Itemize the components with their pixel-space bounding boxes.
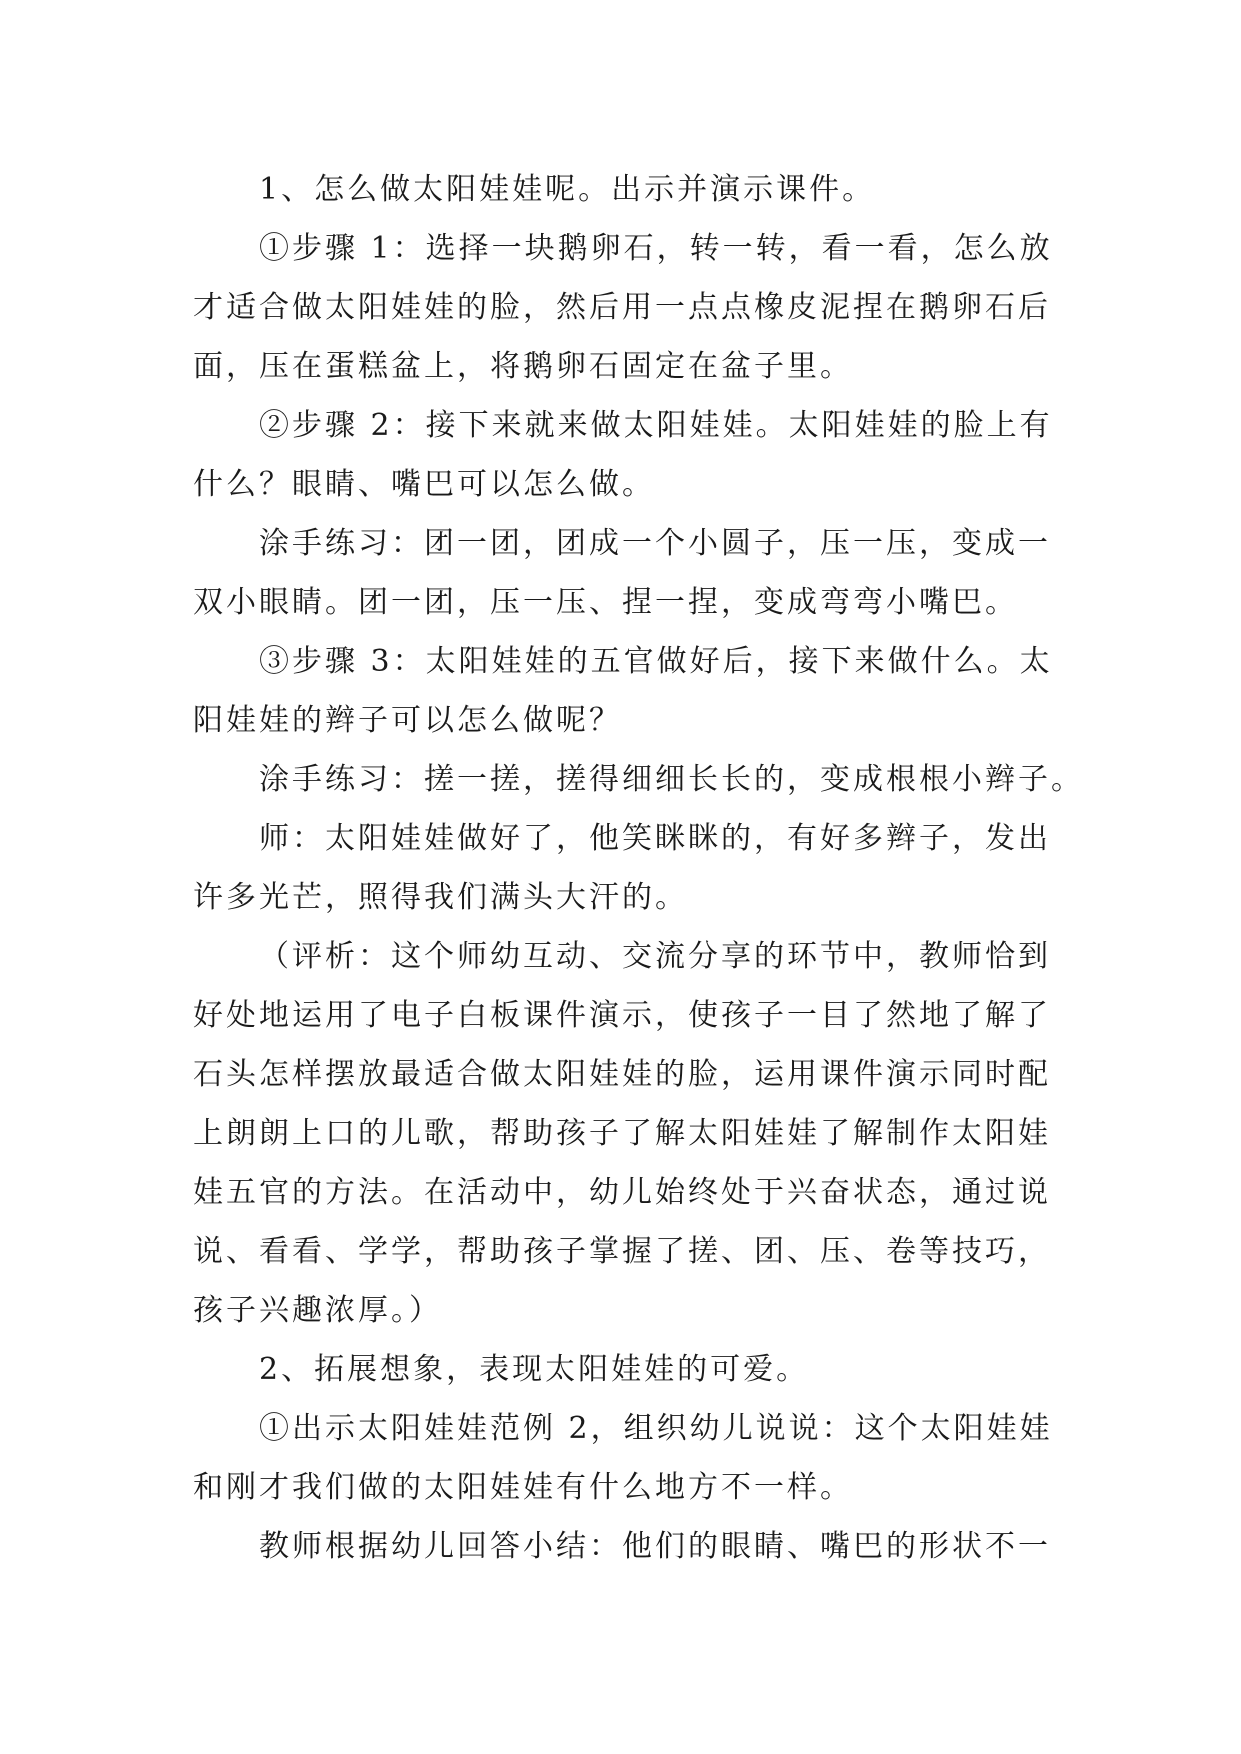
text-line: 2、拓展想象，表现太阳娃娃的可爱。 (259, 1352, 810, 1387)
text-line: 面，压在蛋糕盆上，将鹅卵石固定在盆子里。 (193, 349, 853, 384)
text-line: 涂手练习：团一团，团成一个小圆子，压一压，变成一 (259, 526, 1051, 561)
text-line: 师：太阳娃娃做好了，他笑眯眯的，有好多辫子，发出 (259, 821, 1051, 856)
text-line: 孩子兴趣浓厚。） (193, 1293, 442, 1328)
text-line: 涂手练习：搓一搓，搓得细细长长的，变成根根小辫子。 (259, 762, 1084, 797)
text-line: 才适合做太阳娃娃的脸，然后用一点点橡皮泥捏在鹅卵石后 (193, 290, 1051, 325)
text-line: ②步骤 2：接下来就来做太阳娃娃。太阳娃娃的脸上有 (259, 408, 1053, 443)
text-line: 好处地运用了电子白板课件演示，使孩子一目了然地了解了 (193, 998, 1051, 1033)
text-line: 双小眼睛。团一团，压一压、捏一捏，变成弯弯小嘴巴。 (193, 585, 1018, 620)
text-line: 教师根据幼儿回答小结：他们的眼睛、嘴巴的形状不一 (259, 1529, 1051, 1564)
text-line: ③步骤 3：太阳娃娃的五官做好后，接下来做什么。太 (259, 644, 1053, 679)
text-line: 上朗朗上口的儿歌，帮助孩子了解太阳娃娃了解制作太阳娃 (193, 1116, 1051, 1151)
text-line: 阳娃娃的辫子可以怎么做呢？ (193, 703, 622, 738)
text-line: 和刚才我们做的太阳娃娃有什么地方不一样。 (193, 1470, 853, 1505)
text-line: 许多光芒，照得我们满头大汗的。 (193, 880, 688, 915)
text-line: （评析：这个师幼互动、交流分享的环节中，教师恰到 (259, 939, 1051, 974)
text-line: ①步骤 1：选择一块鹅卵石，转一转，看一看，怎么放 (259, 231, 1053, 266)
text-line: ①出示太阳娃娃范例 2，组织幼儿说说：这个太阳娃娃 (259, 1411, 1053, 1446)
text-line: 什么？眼睛、嘴巴可以怎么做。 (193, 467, 655, 502)
text-line: 说、看看、学学，帮助孩子掌握了搓、团、压、卷等技巧， (193, 1234, 1051, 1269)
text-line: 娃五官的方法。在活动中，幼儿始终处于兴奋状态，通过说 (193, 1175, 1051, 1210)
text-line: 1、怎么做太阳娃娃呢。出示并演示课件。 (259, 172, 876, 207)
document-body (193, 160, 1084, 1576)
text-line: 石头怎样摆放最适合做太阳娃娃的脸，运用课件演示同时配 (193, 1057, 1051, 1092)
